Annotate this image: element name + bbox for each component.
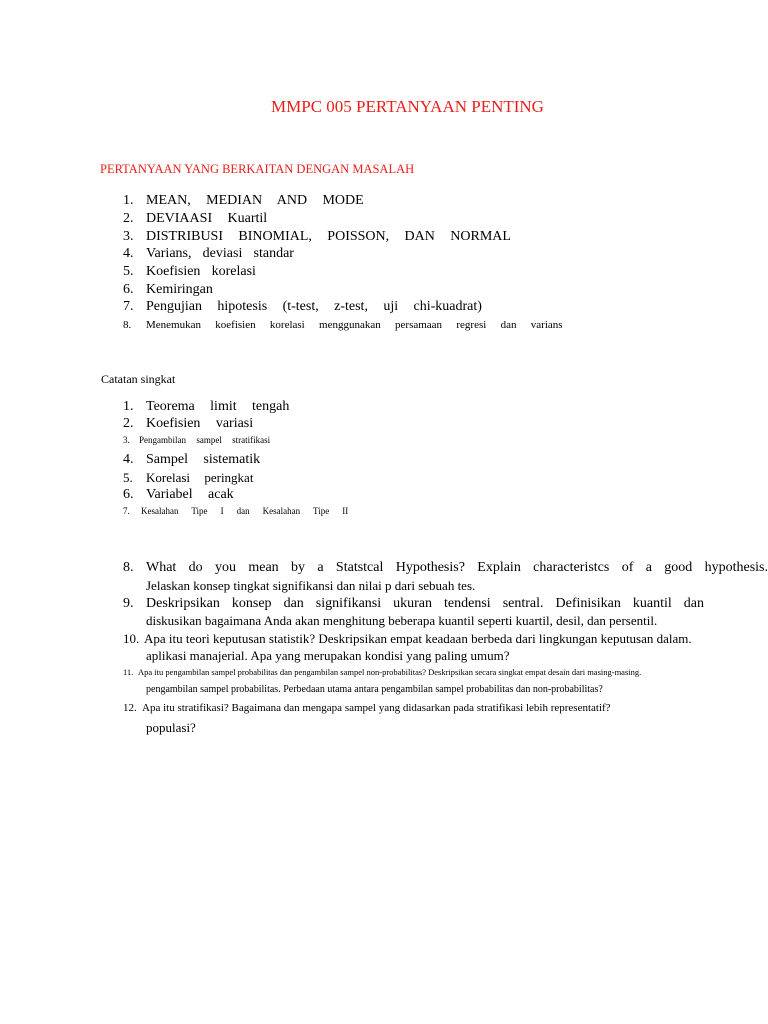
list-item-text: Varians, deviasi standar	[146, 246, 294, 261]
list-item	[123, 416, 253, 432]
list-item-number: 4.	[123, 246, 134, 261]
list-item-text: Sampel sistematik	[146, 452, 261, 467]
list-item-text: Teorema limit tengah	[146, 399, 290, 414]
question-text-continued: pengambilan sampel probabilitas. Perbedaan utama antara pengambilan sampel probabilitas dan non-probabilitas?	[146, 684, 603, 695]
question-item	[123, 560, 768, 576]
question-text-continued: diskusikan bagaimana Anda akan menghitung beberapa kuantil seperti kuartil, desil, dan persentil.	[146, 613, 658, 628]
list-item	[123, 282, 213, 298]
list-item-text: DISTRIBUSI BINOMIAL, POISSON, DAN NORMAL	[146, 229, 511, 244]
list-item-text: MEAN, MEDIAN AND MODE	[146, 193, 364, 208]
question-number: 10.	[123, 631, 140, 646]
question-number: 12.	[123, 702, 137, 714]
list-item-text: Variabel acak	[146, 487, 234, 502]
list-item	[123, 229, 511, 245]
question-text: Apa itu stratifikasi? Bagaimana dan mengapa sampel yang didasarkan pada stratifikasi lebih representatif?	[142, 702, 611, 714]
list-item-number: 7.	[123, 506, 130, 516]
list-item-number: 6.	[123, 282, 134, 297]
question-text: What do you mean by a Statstcal Hypothesis? Explain characteristcs of a good hypothesis.	[146, 560, 768, 575]
question-text: Apa itu pengambilan sampel probabilitas dan pengambilan sampel non-probabilitas? Deskripsikan secara singkat empat desain dari masing-masing.	[138, 667, 642, 677]
list-item-number: 3.	[123, 435, 130, 445]
question-text-continued: aplikasi manajerial. Apa yang merupakan kondisi yang paling umum?	[146, 648, 510, 663]
short-notes-label: Catatan singkat	[101, 372, 176, 386]
list-item-number: 5.	[123, 264, 134, 279]
list-item-number: 4.	[123, 452, 134, 467]
list-item-number: 5.	[123, 470, 133, 485]
list-item	[123, 264, 256, 280]
list-item-text: Pengambilan sampel stratifikasi	[139, 435, 271, 445]
list-item-text: Kemiringan	[146, 282, 213, 297]
list-item	[123, 399, 289, 415]
list-item	[123, 435, 270, 445]
question-text: Apa itu teori keputusan statistik? Deskripsikan empat keadaan berbeda dari lingkungan keputusan dalam.	[144, 631, 692, 646]
question-item	[123, 667, 768, 677]
section-heading: PERTANYAAN YANG BERKAITAN DENGAN MASALAH	[100, 162, 415, 176]
list-item	[123, 452, 260, 468]
list-item	[123, 487, 234, 503]
question-item	[123, 631, 768, 647]
list-item-number: 7.	[123, 299, 134, 314]
question-item	[123, 596, 768, 612]
question-number: 11.	[123, 667, 134, 677]
list-item-number: 2.	[123, 211, 134, 226]
list-item-text: Koefisien variasi	[146, 416, 254, 431]
list-item	[123, 506, 348, 516]
page-title: MMPC 005 PERTANYAAN PENTING	[271, 97, 544, 116]
list-item-number: 2.	[123, 416, 134, 431]
question-text: Deskripsikan konsep dan signifikansi ukuran tendensi sentral. Definisikan kuantil dan	[146, 596, 704, 611]
question-text-continued: populasi?	[146, 720, 196, 735]
list-item-number: 3.	[123, 229, 134, 244]
list-item-text: Pengujian hipotesis (t-test, z-test, uji chi-kuadrat)	[146, 299, 482, 314]
list-item	[123, 193, 364, 209]
list-item	[123, 319, 563, 331]
list-item	[123, 470, 253, 486]
list-item-number: 6.	[123, 487, 134, 502]
question-number: 8.	[123, 560, 134, 575]
list-item	[123, 299, 482, 315]
list-item-text: Menemukan koefisien korelasi menggunakan persamaan regresi dan varians	[146, 319, 563, 331]
question-number: 9.	[123, 596, 134, 611]
list-item-number: 1.	[123, 193, 134, 208]
list-item-text: Korelasi peringkat	[146, 470, 254, 485]
list-item-text: Kesalahan Tipe I dan Kesalahan Tipe II	[141, 506, 349, 516]
question-text-continued: Jelaskan konsep tingkat signifikansi dan nilai p dari sebuah tes.	[146, 578, 476, 593]
list-item-text: Koefisien korelasi	[146, 264, 256, 279]
question-item	[123, 702, 768, 714]
list-item-number: 1.	[123, 399, 134, 414]
list-item-number: 8.	[123, 319, 132, 331]
list-item	[123, 246, 294, 262]
list-item	[123, 211, 267, 227]
list-item-text: DEVIAASI Kuartil	[146, 211, 268, 226]
